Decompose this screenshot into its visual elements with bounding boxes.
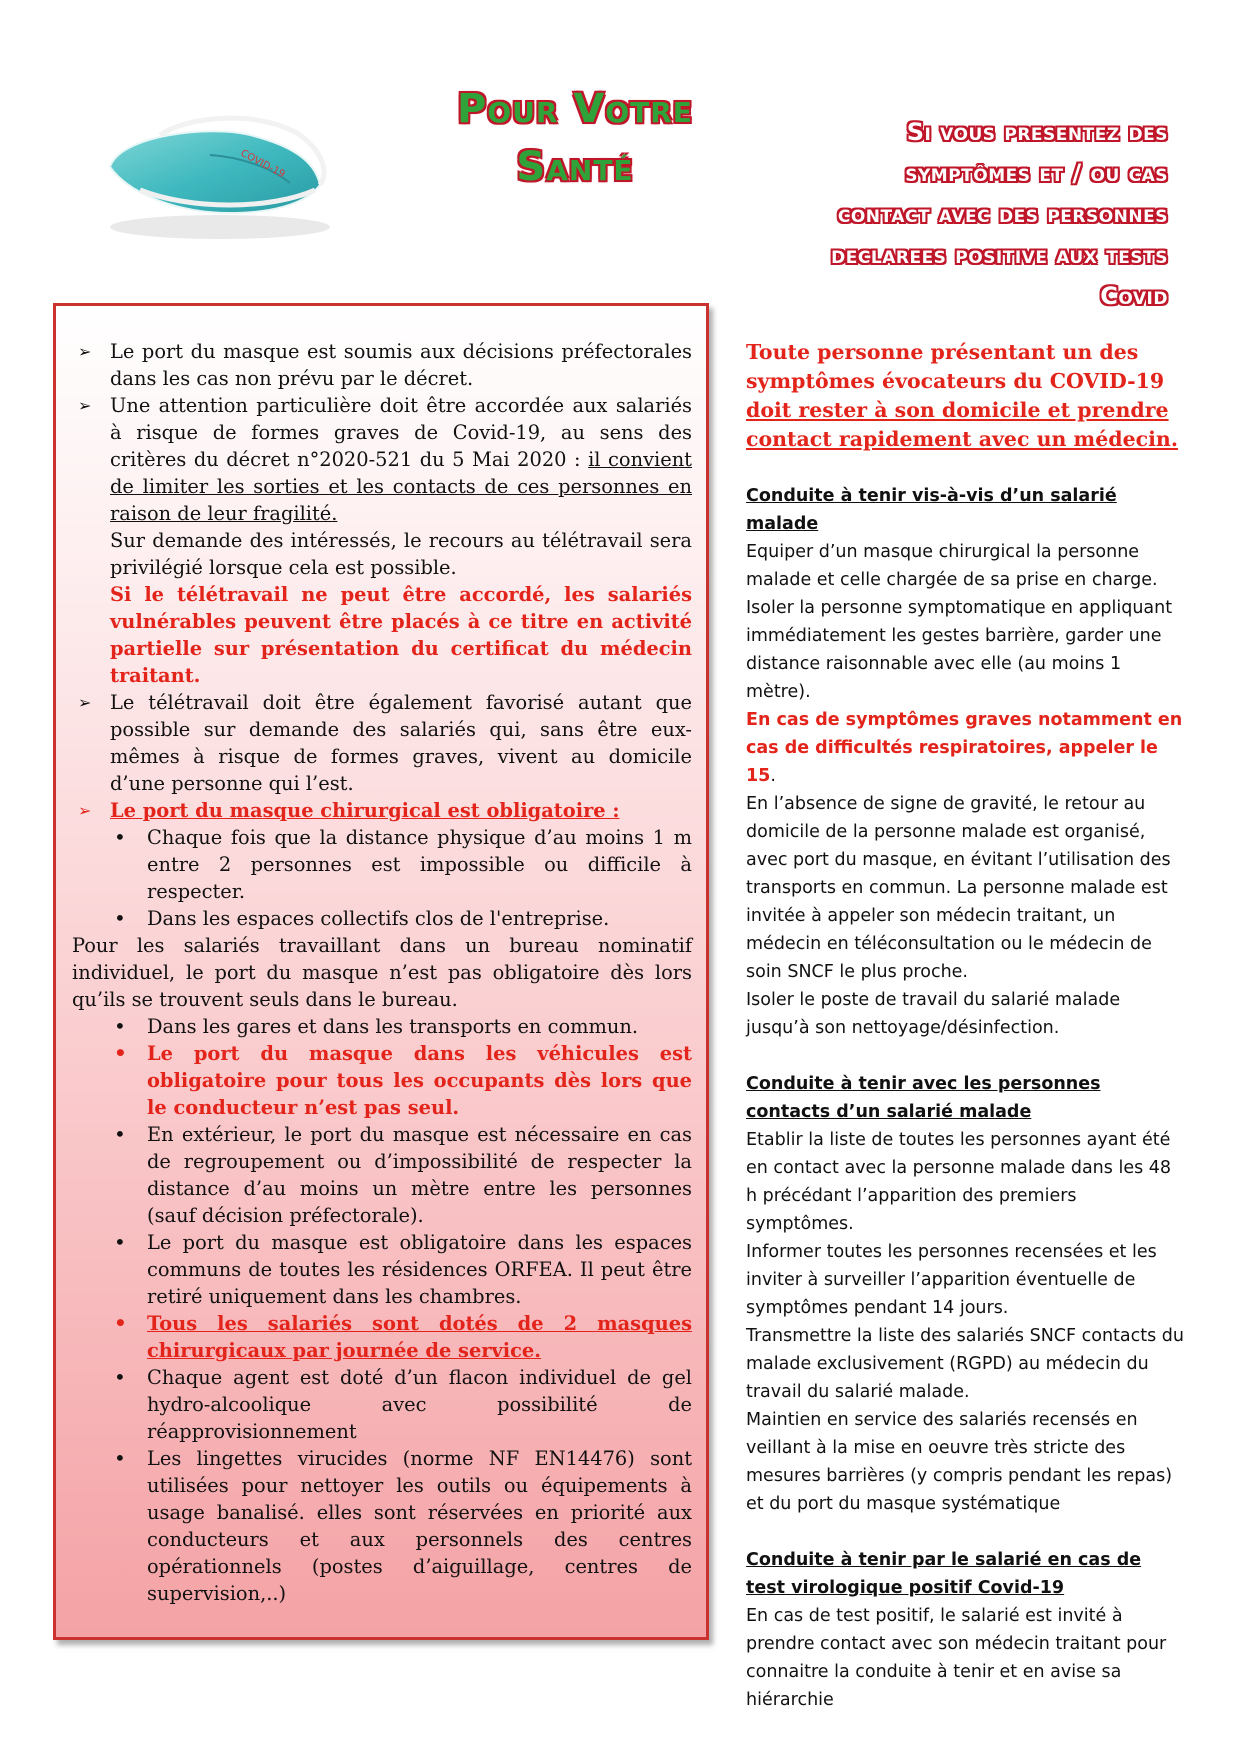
side-title-line: symptômes et / ou cas	[905, 159, 1168, 187]
bullet-text: Le port du masque est obligatoire dans les espaces communs de toutes les résidences ORFEA. Il peut être retiré uniquement dans les chambres.	[147, 1231, 692, 1308]
guidance-intro-text: Toute personne présentant un des symptômes évocateurs du COVID-19	[746, 340, 1165, 393]
bullet-text: Dans les gares et dans les transports en commun.	[147, 1015, 639, 1038]
section-positive-test	[746, 1546, 1186, 1714]
section-title: Conduite à tenir vis-à-vis d’un salarié malade	[746, 486, 1117, 534]
rule-paragraph: Pour les salariés travaillant dans un bureau nominatif individuel, le port du masque n’est pas obligatoire dès lors qu’ils se trouvent seuls dans le bureau.	[72, 934, 692, 1011]
rule-text: Le port du masque est soumis aux décisions préfectorales dans les cas non prévu par le décret.	[110, 340, 692, 390]
section-title: Conduite à tenir avec les personnes contacts d’un salarié malade	[746, 1074, 1101, 1122]
bullet-icon: •	[114, 1230, 126, 1254]
bullet-icon: •	[114, 1446, 126, 1470]
bullet-text: Dans les espaces collectifs clos de l'entreprise.	[147, 907, 610, 930]
page-title-line: Santé	[516, 144, 634, 190]
side-title-line: Covid	[1100, 282, 1168, 310]
bullet-text: Chaque fois que la distance physique d’au moins 1 m entre 2 personnes est impossible ou difficile à respecter.	[147, 826, 692, 903]
bullet-text: Tous les salariés sont dotés de 2 masques chirurgicaux par journée de service.	[147, 1312, 692, 1362]
rule-paragraph: Sur demande des intéressés, le recours au télétravail sera privilégié lorsque cela est possible.	[110, 529, 692, 579]
arrow-icon: ➢	[78, 693, 92, 712]
rule-text: Le port du masque chirurgical est obligatoire :	[110, 799, 620, 822]
section-text: Equiper d’un masque chirurgical la personne malade et celle chargée de sa prise en charge.	[746, 542, 1158, 590]
bullet-text: En extérieur, le port du masque est nécessaire en cas de regroupement ou d’impossibilité de respecter la distance d’au moins un mètre entre les personnes (sauf décision préfectorale).	[147, 1123, 692, 1227]
bullet-item	[72, 1445, 692, 1607]
section-text-red: En cas de symptômes graves notamment en cas de difficultés respiratoires, appeler le 15	[746, 710, 1183, 786]
bullet-item	[72, 1229, 692, 1310]
rules-content	[72, 338, 692, 1607]
section-text: Etablir la liste de toutes les personnes ayant été en contact avec la personne malade dans les 48 h précédant l’apparition des premiers symptômes.	[746, 1130, 1172, 1234]
rule-item	[72, 689, 692, 797]
rule-item-important	[72, 797, 692, 824]
rule-item	[72, 338, 692, 392]
section-title: Conduite à tenir par le salarié en cas de test virologique positif Covid-19	[746, 1550, 1142, 1598]
guidance-intro-underlined: doit rester à son domicile et prendre contact rapidement avec un médecin.	[746, 398, 1178, 451]
side-title	[700, 112, 1168, 317]
bullet-icon: •	[114, 1365, 126, 1389]
bullet-item-important	[72, 1310, 692, 1364]
section-text: En cas de test positif, le salarié est invité à prendre contact avec son médecin traitant pour connaitre la conduite à tenir et en avise sa hiérarchie	[746, 1606, 1167, 1710]
bullet-item	[72, 824, 692, 905]
section-text: Isoler la personne symptomatique en appliquant immédiatement les gestes barrière, garder une distance raisonnable avec elle (au moins 1 mètre).	[746, 598, 1173, 702]
bullet-icon: •	[114, 906, 126, 930]
bullet-item	[72, 1013, 692, 1040]
rule-text: Le télétravail doit être également favorisé autant que possible sur demande des salariés qui, sans être eux-mêmes à risque de formes graves, vivent au domicile d’une personne qui l’est.	[110, 691, 692, 795]
bullet-text: Les lingettes virucides (norme NF EN14476) sont utilisées pour nettoyer les outils ou équipements à usage banalisé. elles sont réservées en priorité aux conducteurs et aux personnels des centres opérationnels (postes d’aiguillage, centres de supervision,..)	[147, 1447, 692, 1605]
page-title-line: Pour Votre	[457, 86, 693, 132]
rules-box	[53, 303, 709, 1640]
arrow-icon: ➢	[78, 342, 92, 361]
side-title-line: contact avec des personnes	[837, 200, 1168, 228]
section-text: Transmettre la liste des salariés SNCF contacts du malade exclusivement (RGPD) au médecin du travail du salarié malade.	[746, 1326, 1185, 1402]
bullet-item	[72, 1121, 692, 1229]
bullet-item	[72, 905, 692, 932]
side-title-line: Si vous presentez des	[906, 118, 1168, 146]
page-title	[425, 80, 725, 196]
section-contacts	[746, 1070, 1186, 1518]
bullet-icon: •	[114, 1311, 127, 1335]
section-text: Maintien en service des salariés recensés en veillant à la mise en oeuvre très stricte des mesures barrières (y compris pendant les repas) et du port du masque systématique	[746, 1410, 1173, 1514]
rule-text: Une attention particulière doit être accordée aux salariés à risque de formes graves de Covid-19, au sens des critères du décret n°2020-521 du 5 Mai 2020 :	[110, 394, 692, 471]
bullet-icon: •	[114, 825, 126, 849]
rule-text-underlined: il convient de limiter les sorties et les contacts de ces personnes en raison de leur fragilité.	[110, 448, 692, 525]
section-text: En l’absence de signe de gravité, le retour au domicile de la personne malade est organisé, avec port du masque, en évitant l’utilisation des transports en commun. La personne malade est invitée à appeler son médecin traitant, un médecin en téléconsultation ou le médecin de soin SNCF le plus proche.	[746, 794, 1171, 982]
surgical-mask-icon	[100, 95, 345, 245]
section-sick-employee	[746, 482, 1186, 1042]
bullet-icon: •	[114, 1041, 127, 1065]
bullet-icon: •	[114, 1122, 126, 1146]
guidance-column	[746, 338, 1186, 1714]
section-text-end: .	[770, 766, 776, 786]
guidance-intro	[746, 338, 1186, 454]
bullet-item-important	[72, 1040, 692, 1121]
arrow-icon: ➢	[78, 396, 92, 415]
rule-item	[72, 392, 692, 527]
arrow-icon: ➢	[78, 801, 92, 820]
section-text-important	[746, 706, 1186, 790]
bullet-text: Le port du masque dans les véhicules est obligatoire pour tous les occupants dès lors que le conducteur n’est pas seul.	[147, 1042, 692, 1119]
side-title-line: declarees positive aux tests	[831, 241, 1168, 269]
section-text: Isoler le poste de travail du salarié malade jusqu’à son nettoyage/désinfection.	[746, 990, 1121, 1038]
mask-label: COVID-19	[238, 147, 287, 181]
section-text: Informer toutes les personnes recensées et les inviter à surveiller l’apparition éventuelle de symptômes pendant 14 jours.	[746, 1242, 1157, 1318]
bullet-text: Chaque agent est doté d’un flacon individuel de gel hydro-alcoolique avec possibilité de réapprovisionnement	[147, 1366, 692, 1443]
bullet-item	[72, 1364, 692, 1445]
rule-paragraph-important: Si le télétravail ne peut être accordé, les salariés vulnérables peuvent être placés à ce titre en activité partielle sur présentation du certificat du médecin traitant.	[110, 583, 692, 687]
bullet-icon: •	[114, 1014, 126, 1038]
